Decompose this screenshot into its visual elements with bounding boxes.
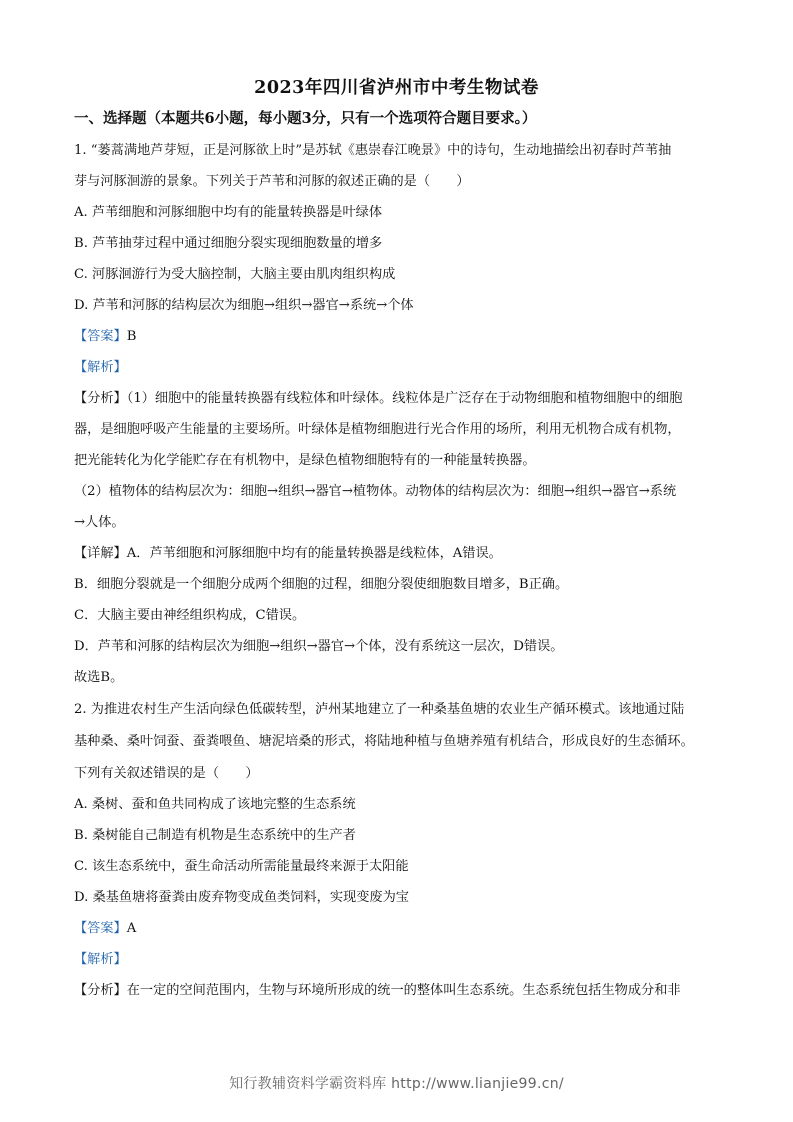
q1-xiangjie-c: C．大脑主要由神经组织构成，C错误。 — [74, 608, 306, 623]
fenxi-tag: 【分析】 — [74, 983, 127, 998]
q2-option-d: D. 桑基鱼塘将蚕粪由废弃物变成鱼类饲料，实现变废为宝 — [74, 890, 409, 905]
q1-fenxi-line-5: →人体。 — [74, 515, 125, 530]
page-title: 2023年四川省泸州市中考生物试卷 — [254, 78, 539, 98]
section-heading: 一、选择题（本题共6小题，每小题3分，只有一个选项符合题目要求。） — [74, 110, 537, 127]
q1-xiangjie-d: D．芦苇和河豚的结构层次为细胞→组织→器官→个体，没有系统这一层次，D错误。 — [74, 639, 564, 654]
answer-tag: 【答案】 — [74, 921, 127, 936]
footer-watermark: 知行教辅资料学霸资料库 http://www.lianjie99.cn/ — [229, 1076, 564, 1092]
analysis-tag: 【解析】 — [74, 952, 127, 967]
xiangjie-tag: 【详解】 — [74, 546, 127, 561]
q1-fenxi-line-1 — [74, 390, 724, 408]
q1-xiangjie-a — [74, 545, 724, 563]
q2-analysis-heading — [74, 951, 724, 969]
q1-option-b: B. 芦苇抽芽过程中通过细胞分裂实现细胞数量的增多 — [74, 236, 383, 251]
q2-stem-line-1: 2. 为推进农村生产生活向绿色低碳转型，泸州某地建立了一种桑基鱼塘的农业生产循环模式。该地通过陆 — [74, 702, 685, 717]
analysis-tag: 【解析】 — [74, 360, 127, 375]
q1-analysis-heading — [74, 359, 724, 377]
q2-fenxi-line-1 — [74, 982, 724, 1000]
fenxi-tag: 【分析】 — [74, 391, 127, 406]
q1-xiangjie-b: B．细胞分裂就是一个细胞分成两个细胞的过程，细胞分裂使细胞数目增多，B正确。 — [74, 577, 569, 592]
q1-conclusion: 故选B。 — [74, 670, 124, 685]
q1-stem-line-2: 芽与河豚洄游的景象。下列关于芦苇和河豚的叙述正确的是（ ） — [74, 174, 470, 189]
q2-answer — [74, 920, 724, 938]
fenxi-text: 在一定的空间范围内，生物与环境所形成的统一的整体叫生态系统。生态系统包括生物成分和非 — [126, 983, 681, 998]
q2-option-a: A. 桑树、蚕和鱼共同构成了该地完整的生态系统 — [74, 797, 356, 812]
fenxi-text: （1）细胞中的能量转换器有线粒体和叶绿体。线粒体是广泛存在于动物细胞和植物细胞中的细胞 — [126, 391, 683, 406]
answer-value: A — [126, 921, 137, 936]
q1-fenxi-line-4: （2）植物体的结构层次为：细胞→组织→器官→植物体。动物体的结构层次为：细胞→组织→器官→系统 — [74, 484, 677, 499]
answer-value: B — [126, 329, 137, 344]
q2-option-c: C. 该生态系统中，蚕生命活动所需能量最终来源于太阳能 — [74, 859, 409, 874]
answer-tag: 【答案】 — [74, 329, 127, 344]
q2-stem-line-2: 基种桑、桑叶饲蚕、蚕粪喂鱼、塘泥培桑的形式，将陆地种植与鱼塘养殖有机结合，形成良好的生态循环。 — [74, 734, 694, 749]
q1-option-c: C. 河豚洄游行为受大脑控制，大脑主要由肌肉组织构成 — [74, 267, 396, 282]
q1-stem-line-1: 1. “蒌蒿满地芦芽短，正是河豚欲上时”是苏轼《惠崇春江晚景》中的诗句，生动地描绘出初春时芦苇抽 — [74, 143, 672, 158]
q1-fenxi-line-2: 器，是细胞呼吸产生能量的主要场所。叶绿体是植物细胞进行光合作用的场所，利用无机物合成有机物， — [74, 422, 681, 437]
q2-option-b: B. 桑树能自己制造有机物是生态系统中的生产者 — [74, 828, 356, 843]
xiangjie-text: A．芦苇细胞和河豚细胞中均有的能量转换器是线粒体，A错误。 — [126, 546, 502, 561]
q1-fenxi-line-3: 把光能转化为化学能贮存在有机物中，是绿色植物细胞特有的一种能量转换器。 — [74, 453, 536, 468]
q1-answer — [74, 328, 724, 346]
q1-option-a: A. 芦苇细胞和河豚细胞中均有的能量转换器是叶绿体 — [74, 205, 383, 220]
q2-stem-line-3: 下列有关叙述错误的是（ ） — [74, 766, 259, 781]
q1-option-d: D. 芦苇和河豚的结构层次为细胞→组织→器官→系统→个体 — [74, 298, 414, 313]
